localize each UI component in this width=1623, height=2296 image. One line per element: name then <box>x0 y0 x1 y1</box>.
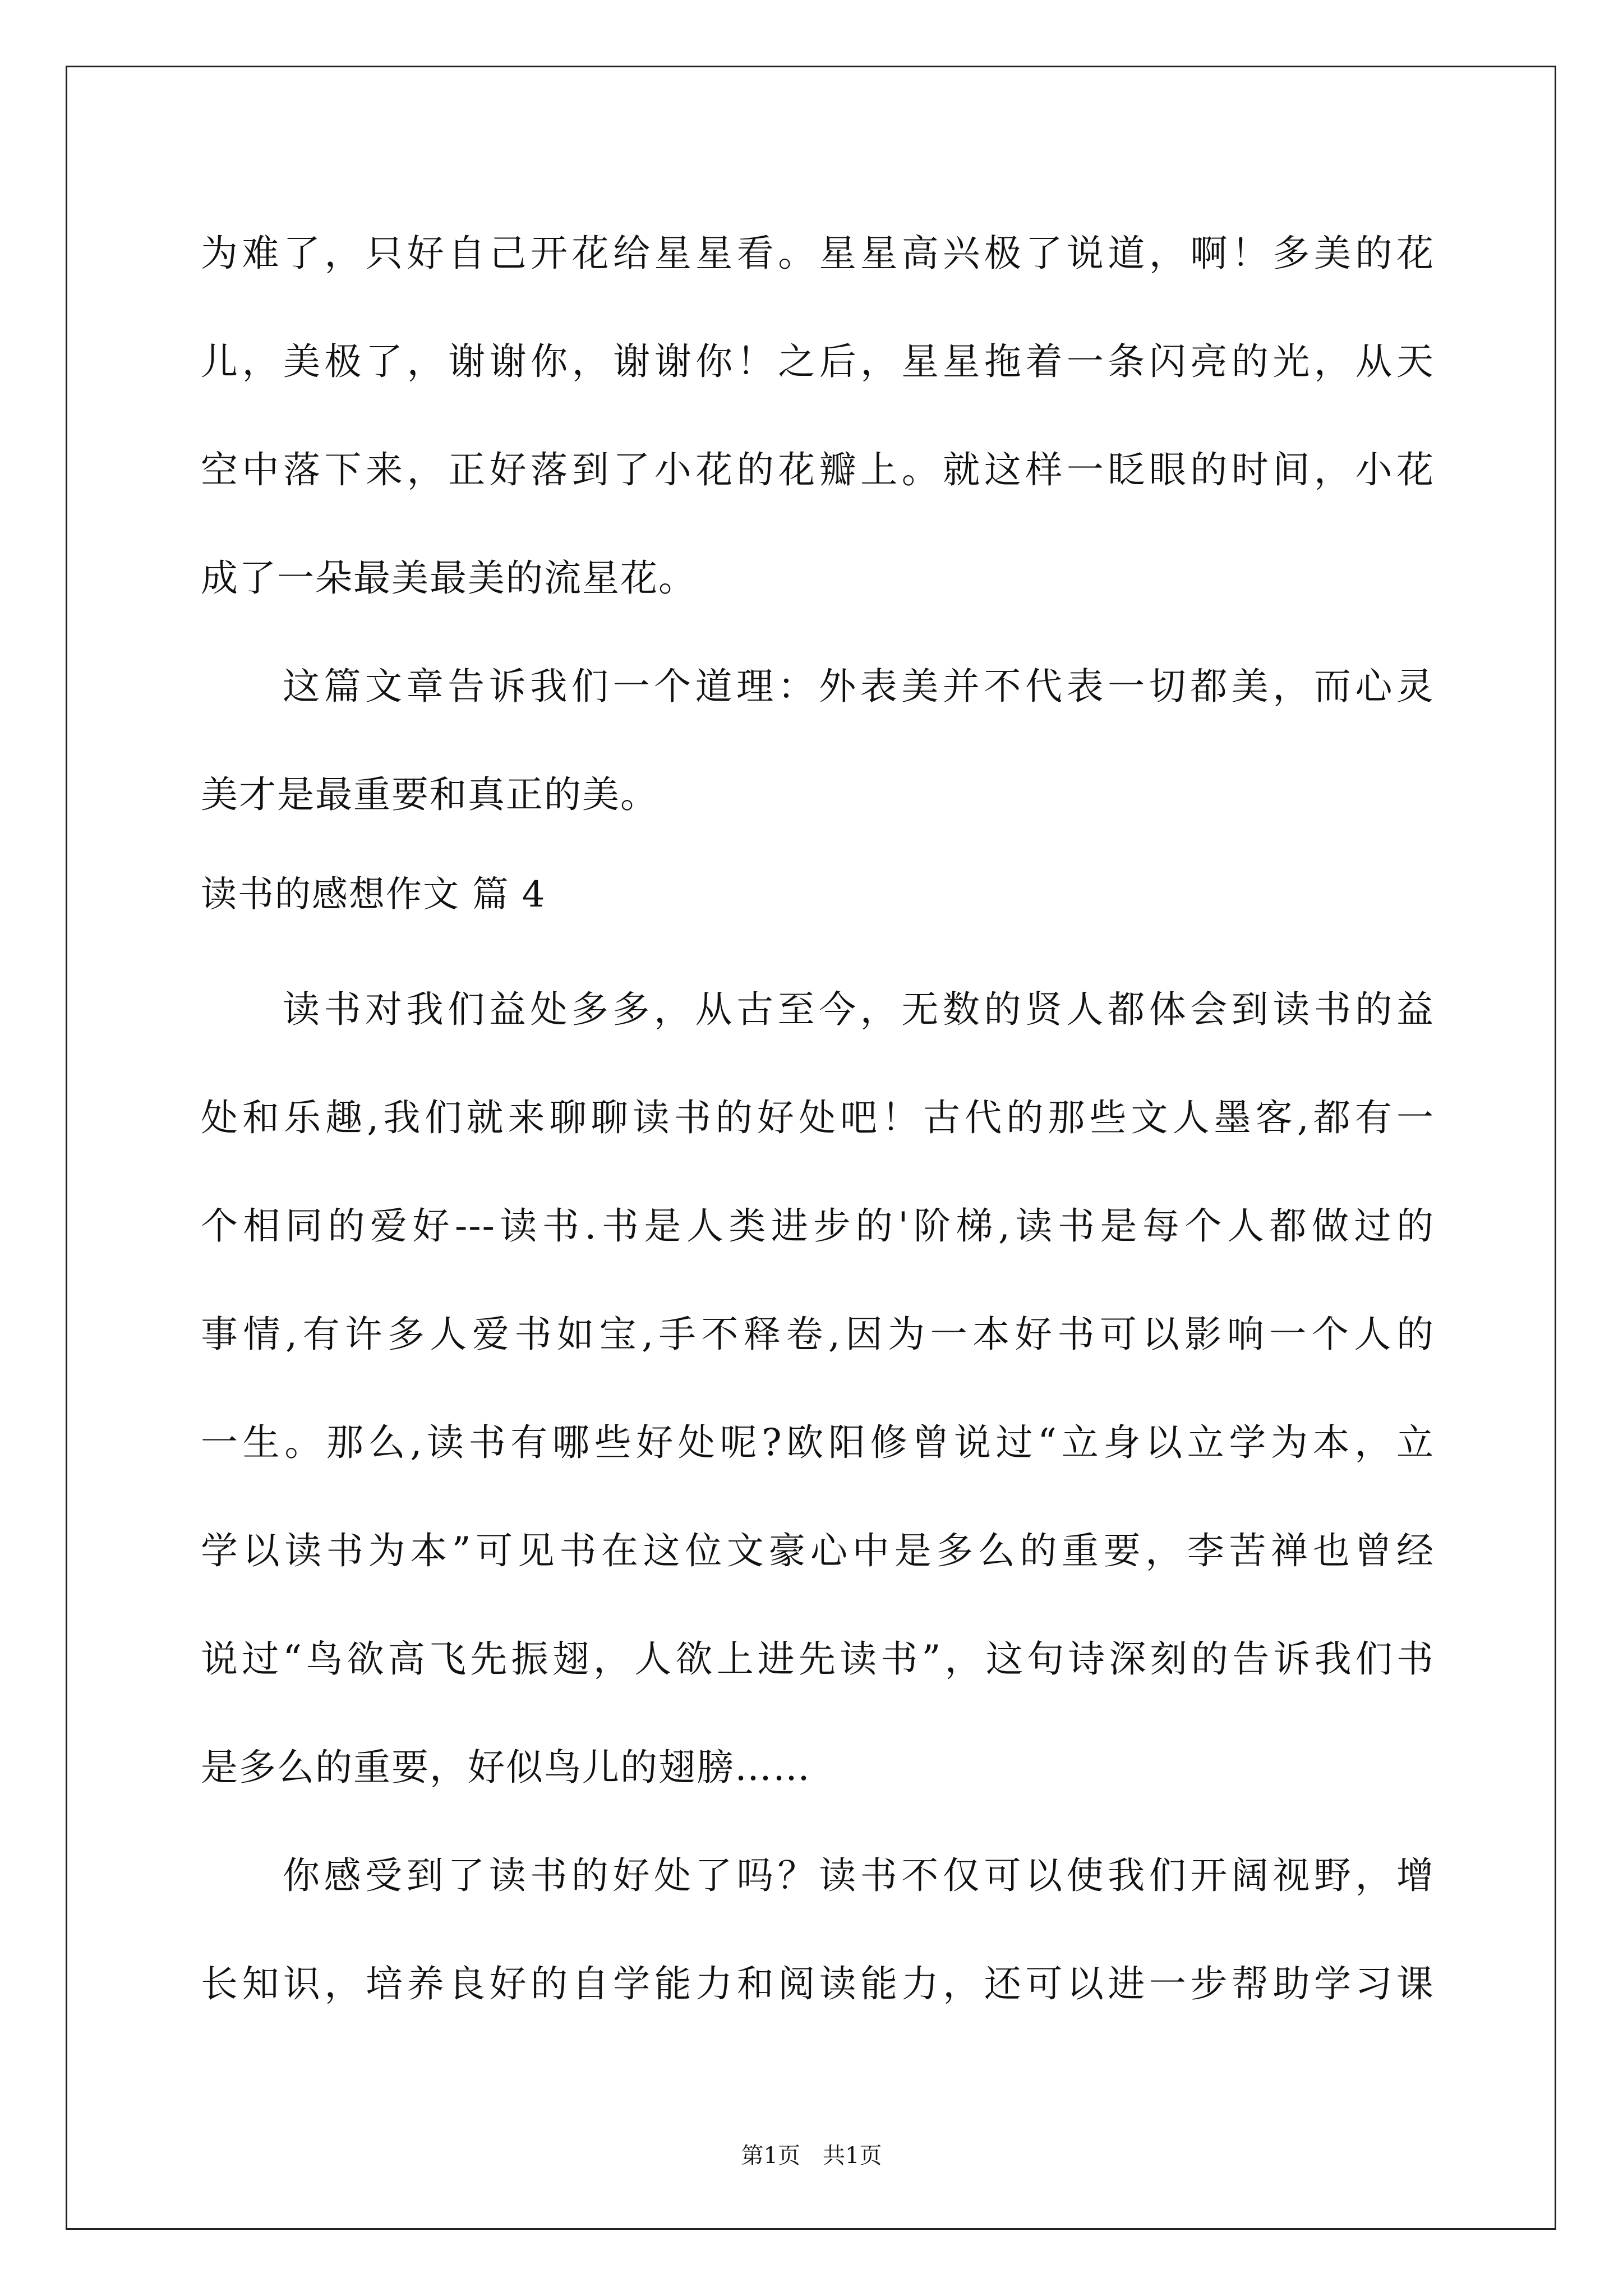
paragraph-line: 一生。那么,读书有哪些好处呢?欧阳修曾说过“立身以立学为本，立 <box>201 1421 1435 1464</box>
paragraph-line: 处和乐趣,我们就来聊聊读书的好处吧！古代的那些文人墨客,都有一 <box>201 1096 1435 1139</box>
paragraph-line: 这篇文章告诉我们一个道理：外表美并不代表一切都美，而心灵 <box>283 665 1435 708</box>
paragraph-line: 读书对我们益处多多，从古至今，无数的贤人都体会到读书的益 <box>283 988 1435 1031</box>
paragraph-line: 儿，美极了，谢谢你，谢谢你！之后，星星拖着一条闪亮的光，从天 <box>201 340 1435 383</box>
paragraph-line: 为难了，只好自己开花给星星看。星星高兴极了说道，啊！多美的花 <box>201 232 1435 275</box>
paragraph-line: 事情,有许多人爱书如宝,手不释卷,因为一本好书可以影响一个人的 <box>201 1313 1435 1356</box>
paragraph-line: 美才是最重要和真正的美。 <box>201 773 658 816</box>
paragraph-line: 个相同的爱好---读书.书是人类进步的'阶梯,读书是每个人都做过的 <box>201 1204 1435 1248</box>
paragraph-line: 是多么的重要，好似鸟儿的翅膀…… <box>201 1746 811 1789</box>
paragraph-line: 你感受到了读书的好处了吗？读书不仅可以使我们开阔视野，增 <box>283 1854 1435 1897</box>
paragraph-line: 空中落下来，正好落到了小花的花瓣上。就这样一眨眼的时间，小花 <box>201 448 1435 491</box>
section-heading: 读书的感想作文 篇 4 <box>201 874 546 915</box>
page-border <box>66 66 1556 2230</box>
paragraph-line: 长知识，培养良好的自学能力和阅读能力，还可以进一步帮助学习课 <box>201 1962 1435 2005</box>
paragraph-line: 成了一朵最美最美的流星花。 <box>201 556 697 600</box>
page-number-footer: 第1页 共1页 <box>741 2143 882 2169</box>
paragraph-line: 说过“鸟欲高飞先振翅，人欲上进先读书”，这句诗深刻的告诉我们书 <box>201 1637 1435 1681</box>
paragraph-line: 学以读书为本”可见书在这位文豪心中是多么的重要，李苦禅也曾经 <box>201 1529 1435 1572</box>
